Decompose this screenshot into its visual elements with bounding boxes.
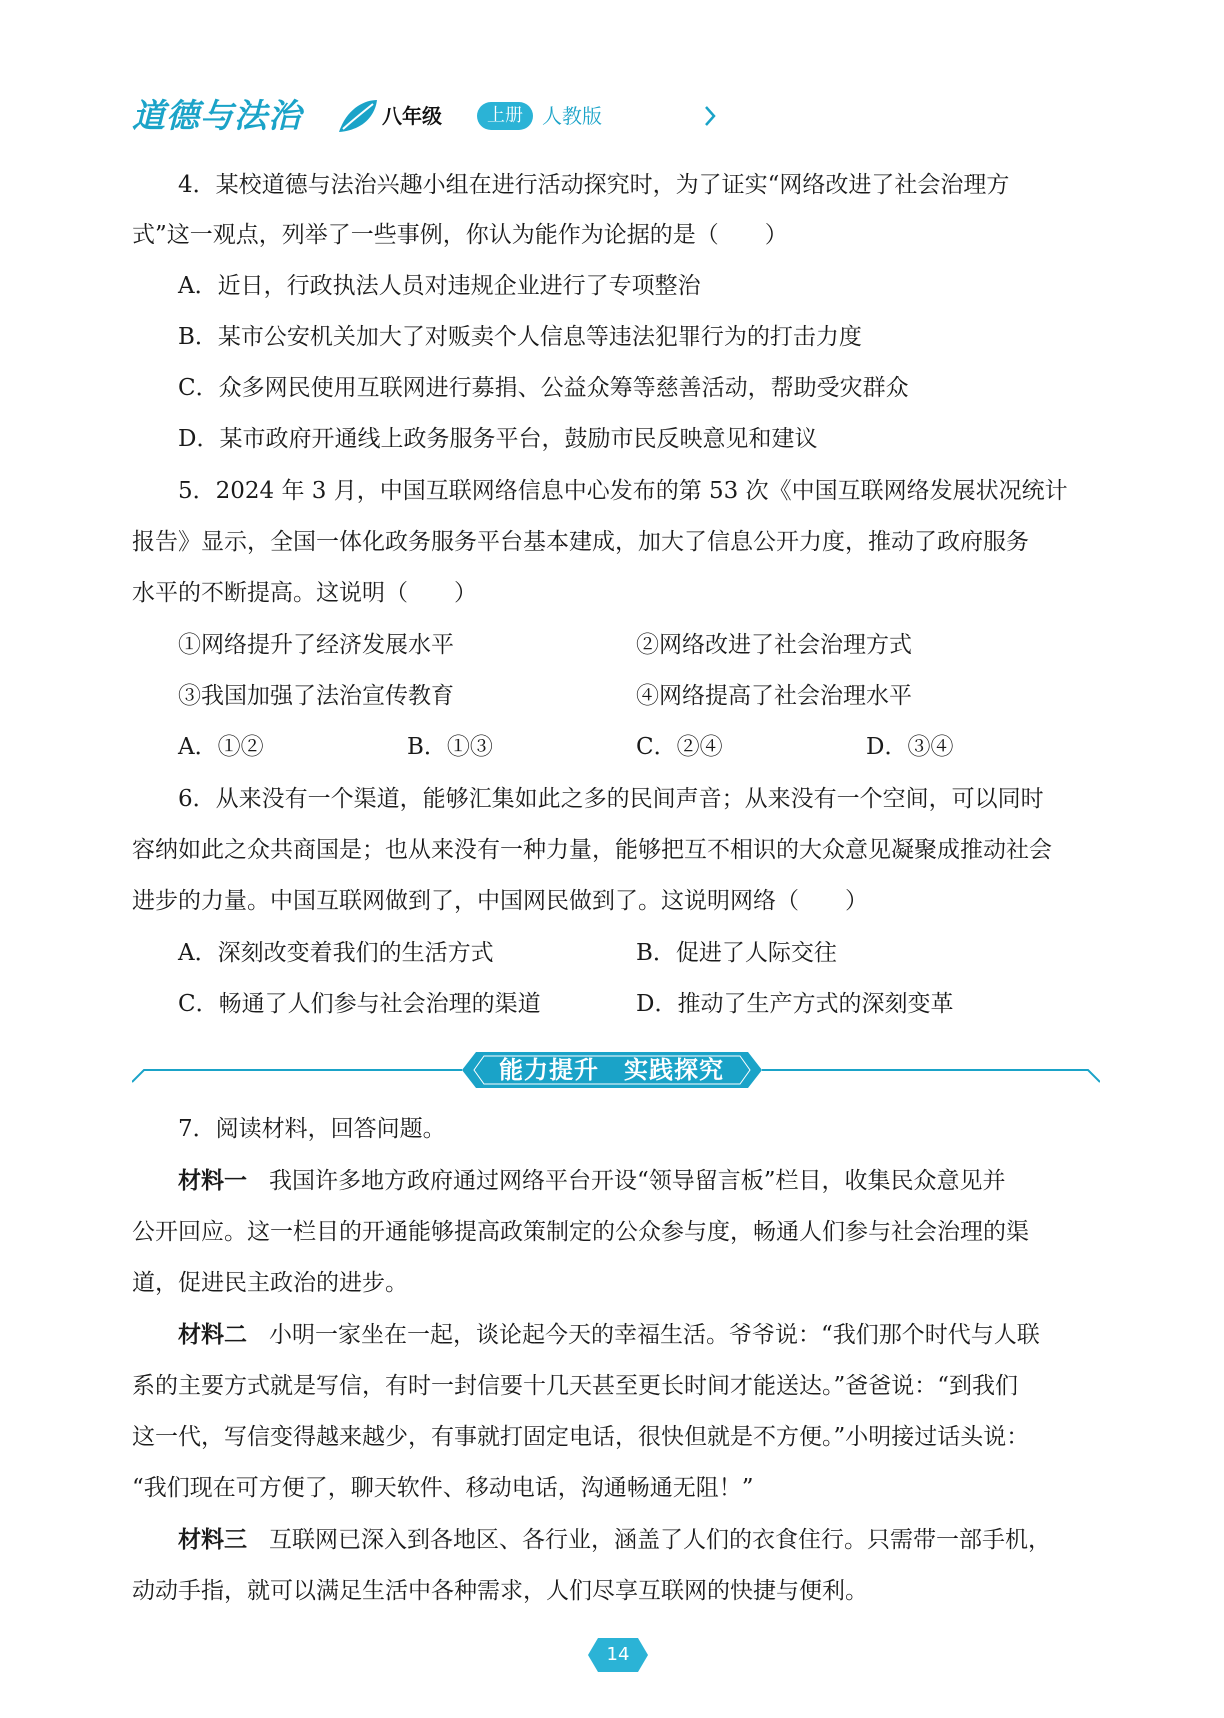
q5-option-c: C．②④ [636,734,723,760]
q4-option-a: A．近日，行政执法人员对违规企业进行了专项整治 [178,273,701,299]
q5-statement-2: ②网络改进了社会治理方式 [636,632,912,658]
q5-statement-4: ④网络提高了社会治理水平 [636,683,912,709]
q6-option-d: D．推动了生产方式的深刻变革 [636,991,954,1017]
page-header [132,96,602,136]
q6-option-b: B．促进了人际交往 [636,940,837,966]
material-1-tag: 材料一 [178,1168,247,1194]
q5-statement-1: ①网络提升了经济发展水平 [178,632,454,658]
q5-option-d: D．③④ [866,734,954,760]
q5-statement-3: ③我国加强了法治宣传教育 [178,683,454,709]
material-3-line: 材料三 互联网已深入到各地区、各行业，涵盖了人们的衣食住行。只需带一部手机， [178,1527,1051,1553]
section-banner-title: 能力提升 实践探究 [499,1056,724,1084]
q5-stem-line: 报告》显示，全国一体化政务服务平台基本建成，加大了信息公开力度，推动了政府服务 [132,529,1029,555]
material-2-line: 这一代，写信变得越来越少，有事就打固定电话，很快但就是不方便。”小明接过话头说： [132,1424,1030,1450]
q5-option-b: B．①③ [407,734,493,760]
material-1-line: 材料一 我国许多地方政府通过网络平台开设“领导留言板”栏目，收集民众意见并 [178,1168,1006,1194]
chevron-right-icon [704,105,716,127]
q6-option-a: A．深刻改变着我们的生活方式 [178,940,494,966]
volume-badge: 上册 [477,102,533,130]
q5-stem-line: 水平的不断提高。这说明（ ） [132,580,477,606]
q5-stem-line: 5．2024 年 3 月，中国互联网络信息中心发布的第 53 次《中国互联网络发展状况统计 [178,478,1068,504]
grade-label: 八年级 [382,104,442,128]
q4-option-c: C．众多网民使用互联网进行募捐、公益众筹等慈善活动，帮助受灾群众 [178,375,909,401]
subject-title: 道德与法治 [132,96,302,135]
material-1-line: 公开回应。这一栏目的开通能够提高政策制定的公众参与度，畅通人们参与社会治理的渠 [132,1219,1029,1245]
material-3-tag: 材料三 [178,1527,247,1553]
material-2-line: 材料二 小明一家坐在一起，谈论起今天的幸福生活。爷爷说：“我们那个时代与人联 [178,1322,1040,1348]
leaf-logo-icon [337,98,379,134]
q4-option-d: D．某市政府开通线上政务服务平台，鼓励市民反映意见和建议 [178,426,818,452]
page-number: 14 [606,1644,630,1665]
q7-stem: 7．阅读材料，回答问题。 [178,1116,446,1142]
q4-option-b: B．某市公安机关加大了对贩卖个人信息等违法犯罪行为的打击力度 [178,324,862,350]
q6-option-c: C．畅通了人们参与社会治理的渠道 [178,991,541,1017]
material-3-line: 动动手指，就可以满足生活中各种需求，人们尽享互联网的快捷与便利。 [132,1578,868,1604]
material-2-tag: 材料二 [178,1322,247,1348]
material-2-line: 系的主要方式就是写信，有时一封信要十几天甚至更长时间才能送达。”爸爸说：“到我们 [132,1373,1019,1399]
q4-stem-line: 4．某校道德与法治兴趣小组在进行活动探究时，为了证实“网络改进了社会治理方 [178,172,1010,198]
q5-option-a: A．①② [178,734,264,760]
q6-stem-line: 进步的力量。中国互联网做到了，中国网民做到了。这说明网络（ ） [132,888,868,914]
material-1-line: 道，促进民主政治的进步。 [132,1270,408,1296]
edition-label: 人教版 [542,104,602,128]
q6-stem-line: 6．从来没有一个渠道，能够汇集如此之多的民间声音；从来没有一个空间，可以同时 [178,786,1044,812]
section-banner [132,1048,1100,1092]
material-2-line: “我们现在可方便了，聊天软件、移动电话，沟通畅通无阻！” [132,1475,754,1501]
q6-stem-line: 容纳如此之众共商国是；也从来没有一种力量，能够把互不相识的大众意见凝聚成推动社会 [132,837,1052,863]
q4-stem-line: 式”这一观点，列举了一些事例，你认为能作为论据的是（ ） [132,222,788,248]
